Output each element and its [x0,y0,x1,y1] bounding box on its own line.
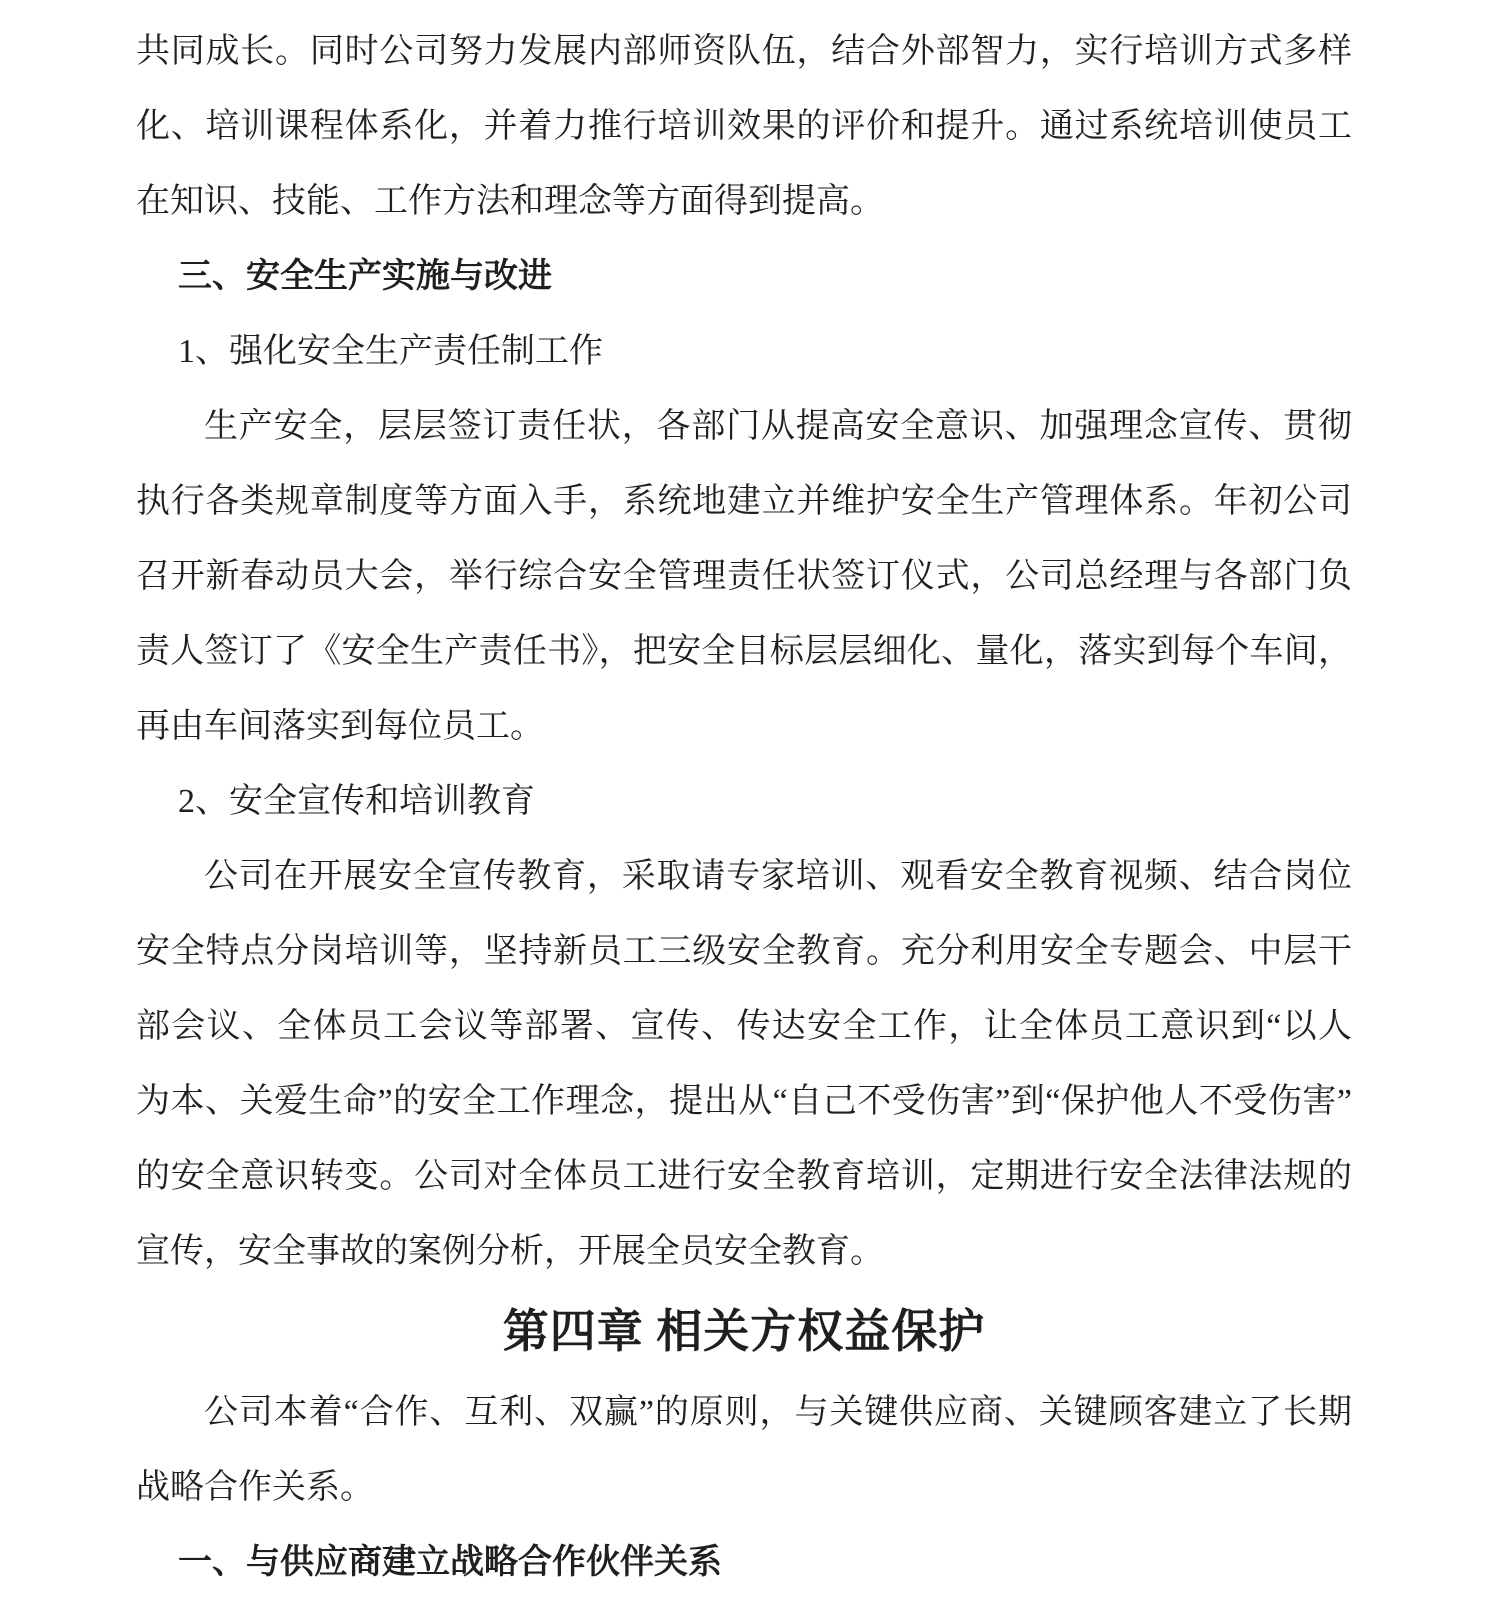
paragraph-publicity-line: 宣传，安全事故的案例分析，开展全员安全教育。 [136,1233,884,1270]
paragraph-responsibility-line: 责人签订了《安全生产责任书》，把安全目标层层细化、量化，落实到每个车间， [136,633,1352,670]
numbered-item-publicity-title: 2、安全宣传和培训教育 [178,783,535,820]
paragraph-training-line: 化、培训课程体系化，并着力推行培训效果的评价和提升。通过系统培训使员工 [136,108,1352,145]
section-heading-supplier-partnership: 一、与供应商建立战略合作伙伴关系 [178,1544,722,1581]
paragraph-training-line: 共同成长。同时公司努力发展内部师资队伍，结合外部智力，实行培训方式多样 [136,33,1352,70]
paragraph-responsibility-line: 再由车间落实到每位员工。 [136,708,544,745]
paragraph-responsibility-line: 执行各类规章制度等方面入手，系统地建立并维护安全生产管理体系。年初公司 [136,483,1352,520]
paragraph-responsibility-line: 召开新春动员大会，举行综合安全管理责任状签订仪式，公司总经理与各部门负 [136,558,1352,595]
paragraph-publicity-line: 为本、关爱生命”的安全工作理念，提出从“自己不受伤害”到“保护他人不受伤害” [136,1083,1352,1120]
numbered-item-responsibility-title: 1、强化安全生产责任制工作 [178,333,603,370]
chapter-heading-stakeholder-rights: 第四章 相关方权益保护 [502,1306,986,1357]
paragraph-cooperation-line: 公司本着“合作、互利、双赢”的原则，与关键供应商、关键顾客建立了长期 [204,1394,1352,1431]
section-heading-safety-implementation: 三、安全生产实施与改进 [178,258,552,295]
paragraph-training-line: 在知识、技能、工作方法和理念等方面得到提高。 [136,183,884,220]
paragraph-cooperation-line: 战略合作关系。 [136,1469,374,1506]
paragraph-publicity-line: 安全特点分岗培训等，坚持新员工三级安全教育。充分利用安全专题会、中层干 [136,933,1352,970]
paragraph-responsibility-line: 生产安全，层层签订责任状，各部门从提高安全意识、加强理念宣传、贯彻 [204,408,1352,445]
paragraph-publicity-line: 部会议、全体员工会议等部署、宣传、传达安全工作，让全体员工意识到“以人 [136,1008,1352,1045]
paragraph-publicity-line: 公司在开展安全宣传教育，采取请专家培训、观看安全教育视频、结合岗位 [204,858,1352,895]
paragraph-publicity-line: 的安全意识转变。公司对全体员工进行安全教育培训，定期进行安全法律法规的 [136,1158,1352,1195]
